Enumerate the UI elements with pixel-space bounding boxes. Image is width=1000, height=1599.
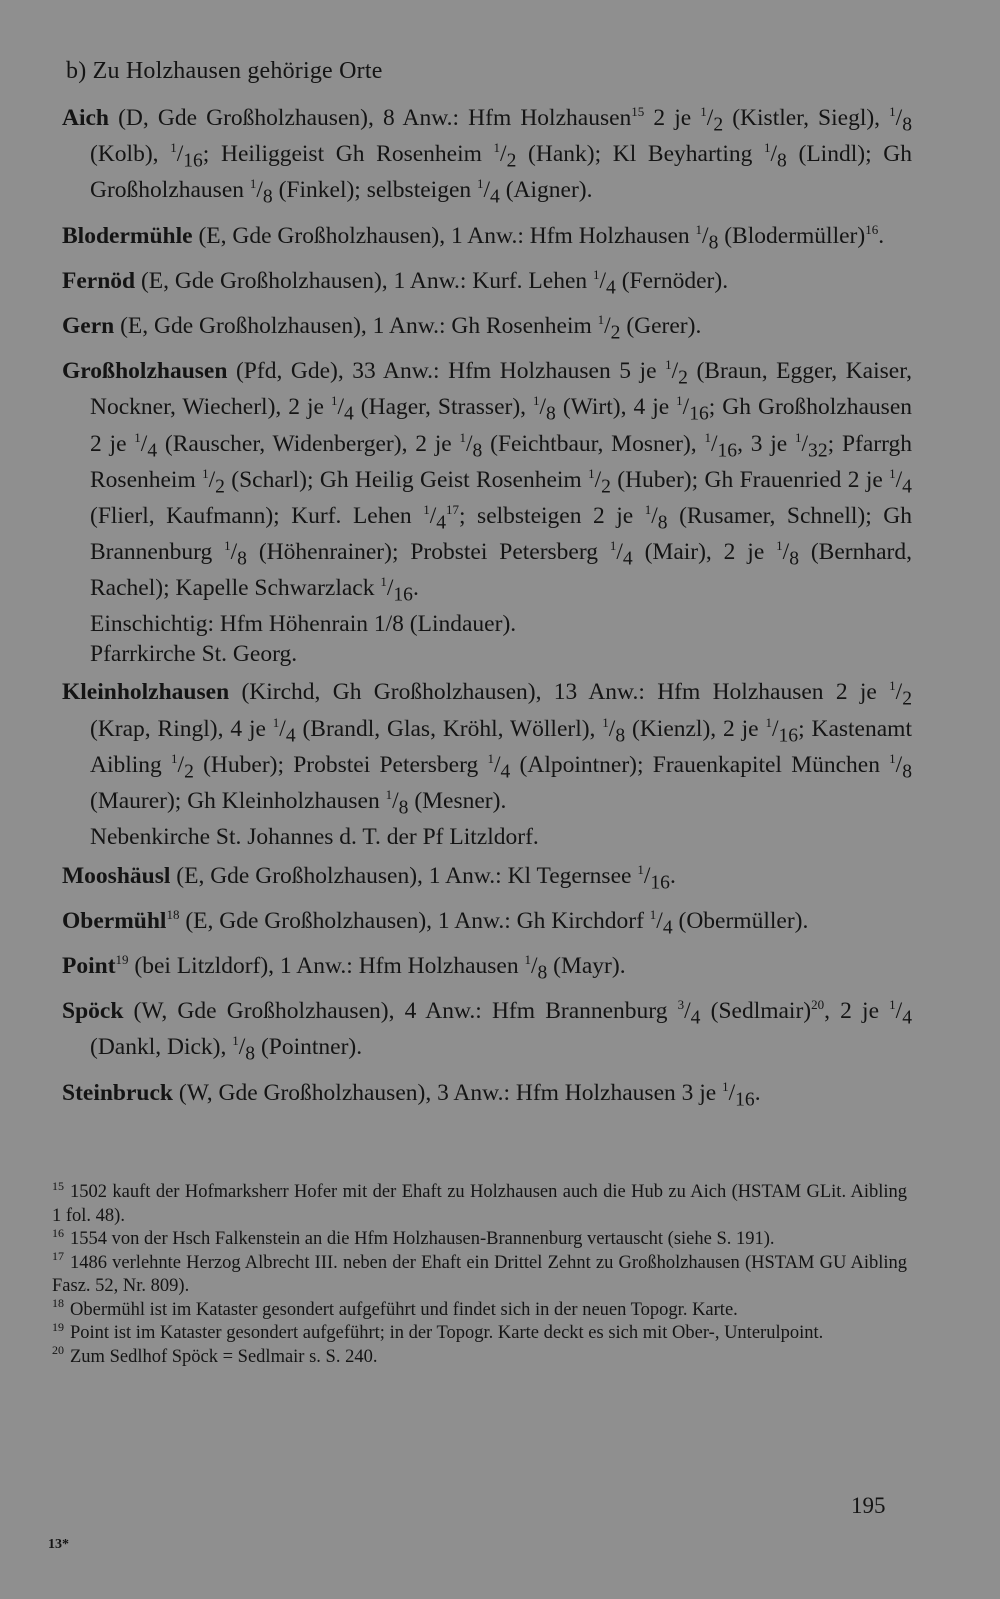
footnote: [52, 1225, 907, 1252]
place-entry: [62, 1079, 912, 1115]
place-name: Kleinholzhausen: [62, 679, 230, 706]
place-name: Großholzhausen: [62, 358, 228, 385]
place-description: (E, Gde Großholzhausen), 1 Anw.: Hfm Holzhausen $^1/_8$ (Blodermüller)$^{16}$.: [192, 221, 885, 254]
place-entry: [62, 952, 912, 988]
place-entry: [62, 104, 912, 213]
place-name: Fernöd: [62, 267, 136, 294]
footnote: [52, 1319, 907, 1346]
place-entry: [62, 312, 912, 348]
place-description: (E, Gde Großholzhausen), 1 Anw.: Kl Tegernsee $^1/_{16}$.: [170, 861, 676, 894]
footnote-number: 15: [52, 1178, 64, 1193]
footnote-number: 17: [52, 1249, 64, 1264]
place-description: $^{18}$ (E, Gde Großholzhausen), 1 Anw.: Gh Kirchdorf $^1/_4$ (Obermüller).: [166, 907, 809, 939]
place-name: Aich: [62, 105, 109, 131]
place-description: (E, Gde Großholzhausen), 1 Anw.: Gh Rosenheim $^1/_2$ (Gerer).: [114, 312, 702, 344]
place-description: $^{19}$ (bei Litzldorf), 1 Anw.: Hfm Holzhausen $^1/_8$ (Mayr).: [115, 952, 626, 984]
footnote-text: Obermühl ist im Kataster gesondert aufgeführt und findet sich in der neuen Topogr. Karte.: [70, 1299, 738, 1320]
place-name: Steinbruck: [62, 1079, 173, 1106]
place-description: (W, Gde Großholzhausen), 3 Anw.: Hfm Holzhausen 3 je $^1/_{16}$.: [173, 1078, 761, 1111]
footnote-text: Point ist im Kataster gesondert aufgeführt; in der Topogr. Karte deckt es sich mit Ober-, Unterulpoint.: [70, 1323, 824, 1343]
footnote-text: 1554 von der Hsch Falkenstein an die Hfm Holzhausen-Brannenburg vertauscht (siehe S. 191).: [70, 1229, 775, 1249]
place-name: Gern: [62, 312, 115, 339]
place-entries: [62, 104, 912, 1124]
place-description: (Kirchd, Gh Großholzhausen), 13 Anw.: Hfm Holzhausen 2 je $^1/_2$ (Krap, Ringl), 4 je $^1/_4$ (Brandl, Glas, Kröhl, Wöllerl), $^1/_8$ (Kienzl), 2 je $^1/_{16}$; Kastenamt Aibling $^1/_2$ (Huber); Probstei Petersberg $^1/_4$ (Alpointner); Frauenkapitel München $^1/_8$ (Maurer); Gh Kleinholzhausen $^1/_8$ (Mesner).: [90, 678, 912, 819]
place-entry: [62, 997, 912, 1069]
place-description: (Pfd, Gde), 33 Anw.: Hfm Holzhausen 5 je $^1/_2$ (Braun, Egger, Kaiser, Nockner, Wiecherl), 2 je $^1/_4$ (Hager, Strasser), $^1/_8$ (Wirt), 4 je $^1/_{16}$; Gh Großholzhausen 2 je $^1/_4$ (Rauscher, Widenberger), 2 je $^1/_8$ (Feichtbaur, Mosner), $^1/_{16}$, 3 je $^1/_{32}$; Pfarrgh Rosenheim $^1/_2$ (Scharl); Gh Heilig Geist Rosenheim $^1/_2$ (Huber); Gh Frauenried 2 je $^1/_4$ (Flierl, Kaufmann); Kurf. Lehen $^1/_4^{17}$; selbsteigen 2 je $^1/_8$ (Rusamer, Schnell); Gh Brannenburg $^1/_8$ (Höhenrainer); Probstei Petersberg $^1/_4$ (Mair), 2 je $^1/_8$ (Bernhard, Rachel); Kapelle Schwarzlack $^1/_{16}$.: [90, 357, 913, 606]
footnote-text: Zum Sedlhof Spöck = Sedlmair s. S. 240.: [70, 1346, 378, 1367]
place-note: Einschichtig: Hfm Höhenrain 1/8 (Lindauer).: [90, 611, 517, 638]
footnote-number: 18: [52, 1296, 64, 1311]
footnotes: [52, 1178, 907, 1369]
footnote-text: 1502 kauft der Hofmarksherr Hofer mit der Ehaft zu Holzhausen auch die Hub zu Aich (HSTAM GLit. Aibling 1 fol. 48).: [52, 1182, 907, 1226]
place-name: Blodermühle: [62, 222, 193, 249]
place-entry: [62, 678, 912, 852]
footnote-number: 16: [52, 1225, 64, 1240]
footnote: [52, 1249, 907, 1299]
footnote: [52, 1178, 907, 1228]
section-title: b) Zu Holzhausen gehörige Orte: [66, 58, 383, 84]
footnote-text: 1486 verlehnte Herzog Albrecht III. neben der Ehaft ein Drittel Zehnt zu Großholzhausen (HSTAM GU Aibling Fasz. 52, Nr. 809).: [52, 1252, 907, 1296]
place-name: Spöck: [62, 998, 124, 1025]
place-note: Pfarrkirche St. Georg.: [90, 640, 298, 667]
place-entry: [62, 862, 912, 898]
footnote-number: 20: [52, 1343, 64, 1358]
place-name: Obermühl: [62, 907, 167, 934]
place-entry: [62, 357, 912, 669]
footnote: [52, 1296, 907, 1323]
place-name: Point: [62, 953, 116, 980]
place-description: (W, Gde Großholzhausen), 4 Anw.: Hfm Brannenburg $^3/_4$ (Sedlmair)$^{20}$, 2 je $^1/_4$ (Dankl, Dick), $^1/_8$ (Pointner).: [90, 997, 912, 1066]
place-description: (D, Gde Großholzhausen), 8 Anw.: Hfm Holzhausen$^{15}$ 2 je $^1/_2$ (Kistler, Siegl), $^1/_8$ (Kolb), $^1/_{16}$; Heiliggeist Gh Rosenheim $^1/_2$ (Hank); Kl Beyharting $^1/_8$ (Lindl); Gh Großholzhausen $^1/_8$ (Finkel); selbsteigen $^1/_4$ (Aigner).: [90, 104, 912, 209]
place-entry: [62, 907, 912, 943]
place-description: (E, Gde Großholzhausen), 1 Anw.: Kurf. Lehen $^1/_4$ (Fernöder).: [135, 266, 729, 299]
footnote: [52, 1343, 907, 1370]
place-name: Mooshäusl: [62, 862, 171, 889]
footnote-number: 19: [52, 1319, 64, 1334]
place-entry: [62, 267, 912, 303]
signature-mark: 13*: [48, 1537, 69, 1552]
place-entry: [62, 222, 912, 258]
place-note: Nebenkirche St. Johannes d. T. der Pf Litzldorf.: [90, 824, 539, 851]
page-number: 195: [851, 1493, 886, 1518]
